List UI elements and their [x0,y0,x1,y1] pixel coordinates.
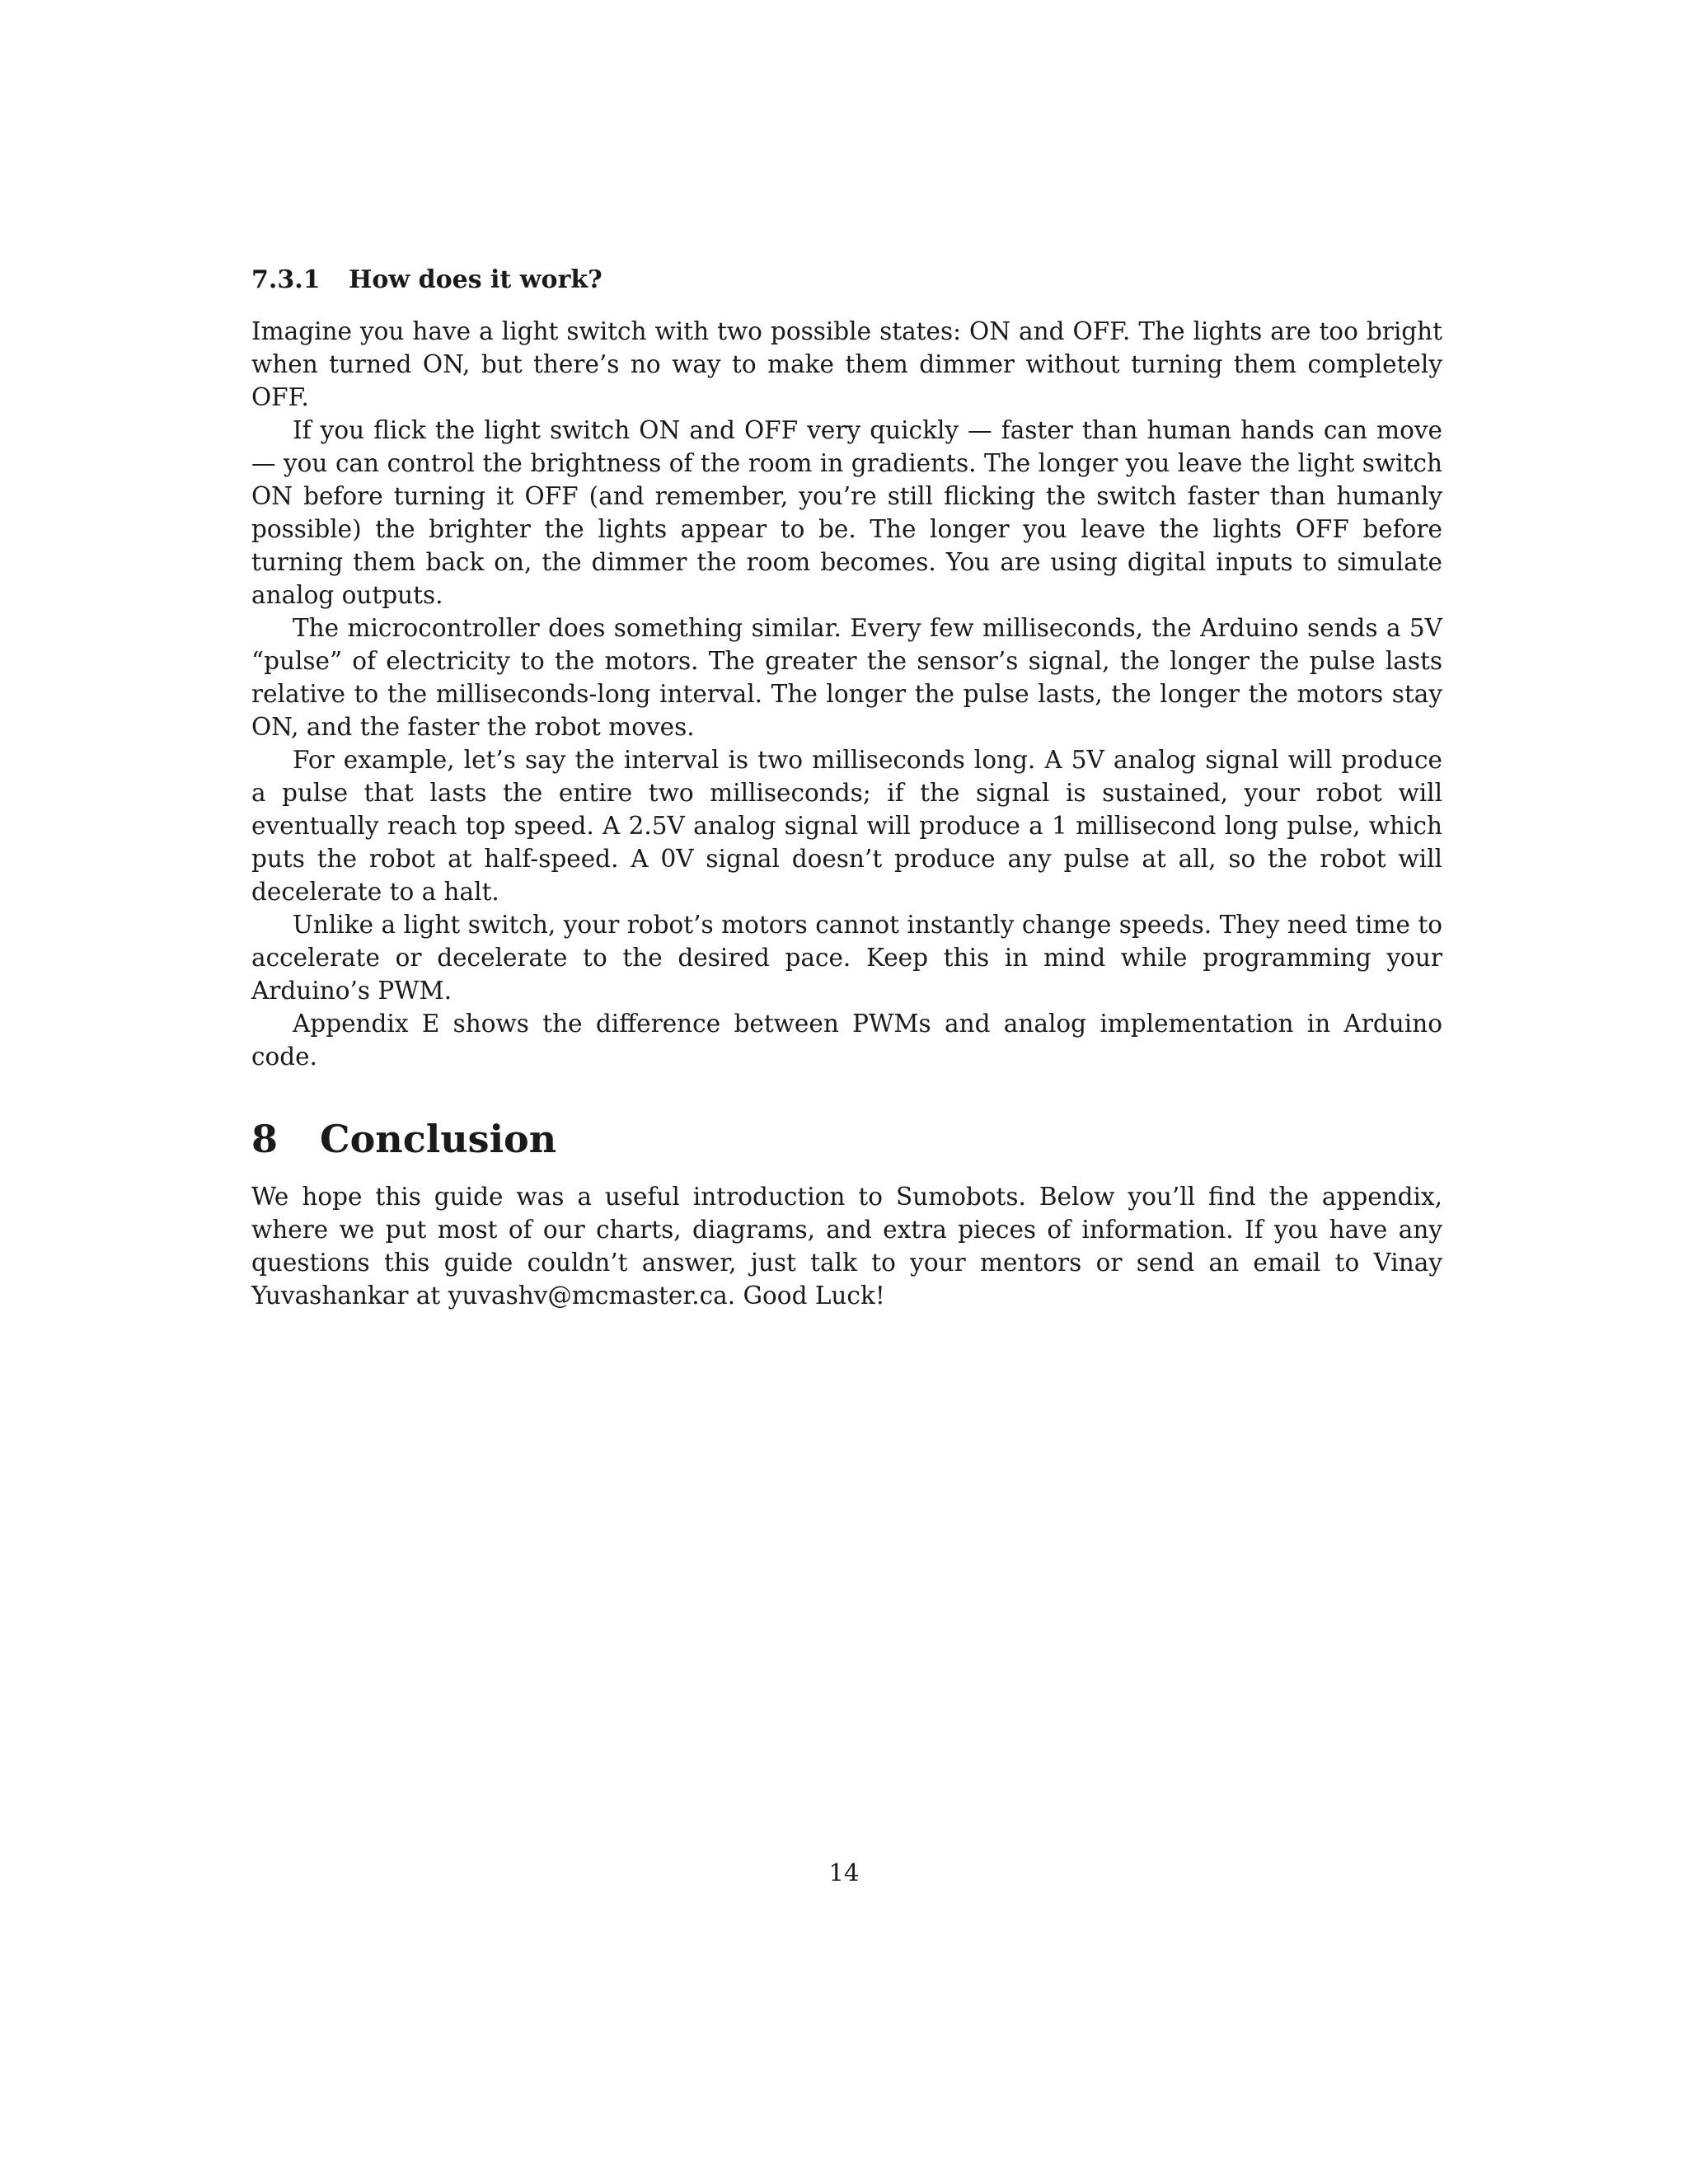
paragraph: For example, let’s say the interval is two milliseconds long. A 5V analog signal will produce a pulse that lasts the entire two milliseconds; if the signal is sustained, your robot will eventually reach top speed. A 2.5V analog signal will produce a 1 millisecond long pulse, which puts the robot at half-speed. A 0V signal doesn’t produce any pulse at all, so the robot will decelerate to a halt. [251,746,1442,906]
subsection-title: How does it work? [349,265,603,294]
conclusion-paragraph: We hope this guide was a useful introduction to Sumobots. Below you’ll find the appendix, where we put most of our charts, diagrams, and extra pieces of information. If you have any questions this guide couldn’t answer, just talk to your mentors or send an email to Vinay Yuvashankar at yuvashv@mcmaster.ca. Good Luck! [251,1183,1442,1310]
paragraph: Unlike a light switch, your robot’s motors cannot instantly change speeds. They need time to accelerate or decelerate to the desired pace. Keep this in mind while programming your Arduino’s PWM. [251,911,1442,1005]
paragraph: The microcontroller does something similar. Every few milliseconds, the Arduino sends a 5V “pulse” of electricity to the motors. The greater the sensor’s signal, the longer the pulse lasts relative to the milliseconds-long interval. The longer the pulse lasts, the longer the motors stay ON, and the faster the robot moves. [251,614,1442,741]
section-number: 8 [251,1117,279,1161]
page-number: 14 [828,1858,860,1886]
section-heading [251,1116,1442,1162]
paragraph: If you flick the light switch ON and OFF very quickly — faster than human hands can move — you can control the brightness of the room in gradients. The longer you leave the light switch ON before turning it OFF (and remember, you’re still flicking the switch faster than humanly possible) the brighter the lights appear to be. The longer you leave the lights OFF before turning them back on, the dimmer the room becomes. You are using digital inputs to simulate analog outputs. [251,416,1442,609]
subsection-number: 7.3.1 [251,265,321,294]
subsection-heading [251,264,1442,297]
paragraph: Appendix E shows the difference between PWMs and analog implementation in Arduino code. [251,1010,1442,1071]
section-title: Conclusion [320,1117,557,1161]
page-content [251,264,1442,1312]
paragraph: Imagine you have a light switch with two possible states: ON and OFF. The lights are too bright when turned ON, but there’s no way to make them dimmer without turning them completely OFF. [251,317,1442,411]
